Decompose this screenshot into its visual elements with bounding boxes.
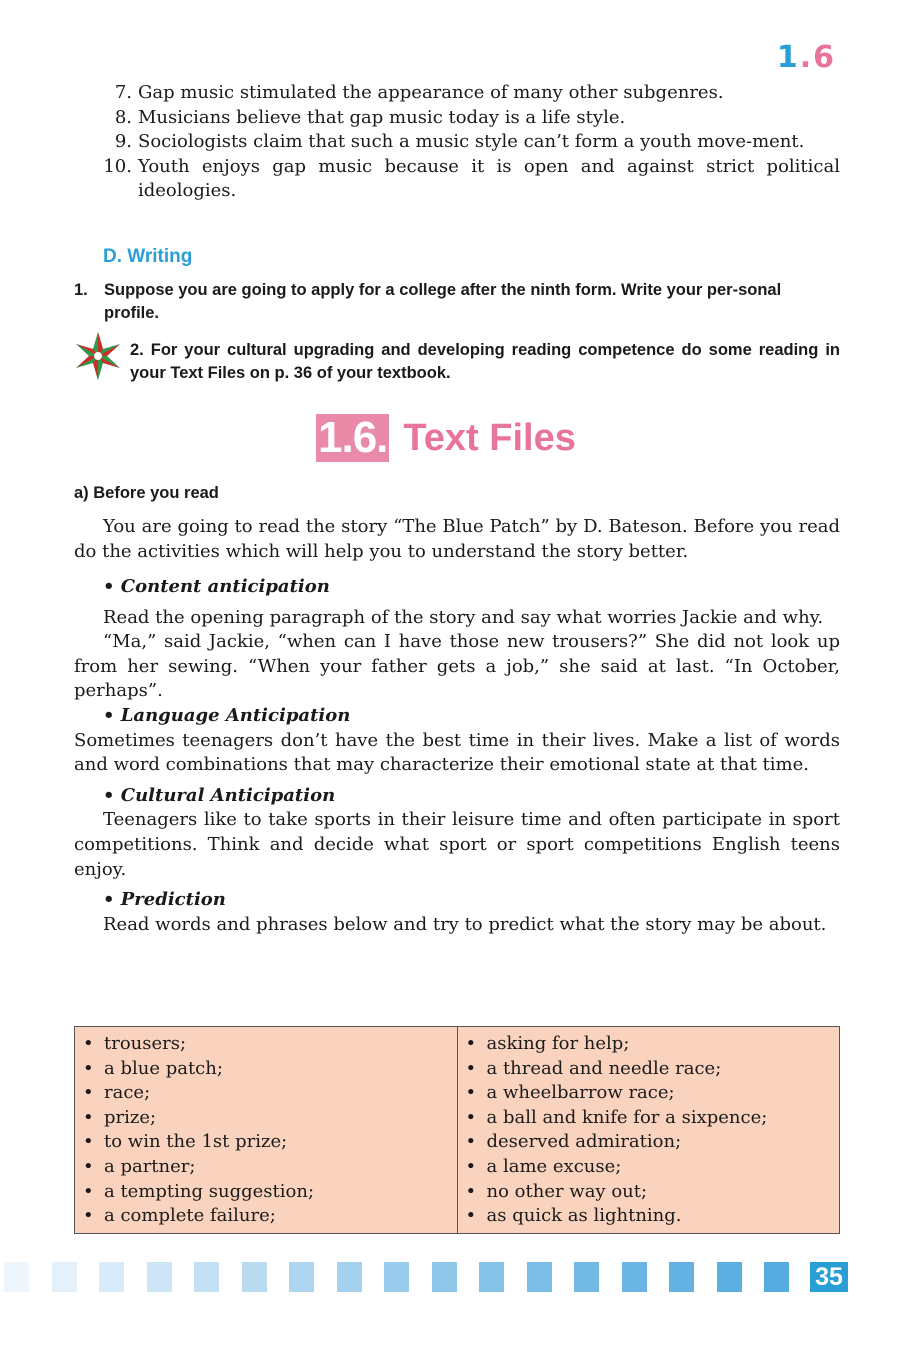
section-title xyxy=(316,414,576,462)
list-item: • a ball and knife for a sixpence; xyxy=(465,1106,768,1128)
intro-block xyxy=(74,515,840,564)
list-item: • a tempting suggestion; xyxy=(83,1180,315,1202)
list-item: 7. Gap music stimulated the appearance of many other subgenres. xyxy=(114,82,724,103)
section-heading: Text Files xyxy=(403,416,576,459)
footer-square xyxy=(4,1262,29,1292)
section-number: 1.6. xyxy=(318,413,388,462)
list-item: • a lame excuse; xyxy=(465,1155,622,1177)
list-item: • race; xyxy=(83,1082,151,1104)
page-number: 35 xyxy=(810,1262,848,1292)
list-item: • prize; xyxy=(83,1106,157,1128)
footer-decoration xyxy=(0,1262,918,1292)
footer-square xyxy=(337,1262,362,1292)
list-item: • asking for help; xyxy=(465,1033,630,1054)
writing-heading: D. Writing xyxy=(103,246,193,267)
footer-square xyxy=(52,1262,77,1292)
list-item: • a complete failure; xyxy=(83,1205,276,1227)
cultural-paragraph: Teenagers like to take sports in their leisure time and often participate in sport competitions. Think and decide what sport or sport competitions English teens enjoy. xyxy=(74,809,840,880)
footer-square xyxy=(622,1262,647,1292)
section-mark-number: 1 xyxy=(776,40,800,75)
footer-square xyxy=(527,1262,552,1292)
section-mark-sub: .6 xyxy=(799,40,836,75)
list-item: 8. Musicians believe that gap music today is a life style. xyxy=(114,106,626,128)
content-paragraph: Read the opening paragraph of the story and say what worries Jackie and why. xyxy=(103,606,824,628)
footer-square xyxy=(717,1262,742,1292)
prediction-heading: • Prediction xyxy=(103,889,226,911)
footer-square xyxy=(384,1262,409,1292)
list-item: • to win the 1st prize; xyxy=(83,1131,288,1153)
list-item: • a wheelbarrow race; xyxy=(465,1082,675,1104)
list-item: • a blue patch; xyxy=(83,1057,223,1079)
footer-square xyxy=(242,1262,267,1292)
quote-paragraph: “Ma,” said Jackie, “when can I have those new trousers?” She did not look up from her sewing. “When your father gets a job,” she said at last. “In October, perhaps”. xyxy=(74,631,840,702)
footer-square xyxy=(194,1262,219,1292)
list-item: • as quick as lightning. xyxy=(465,1205,682,1227)
word-column-right xyxy=(457,1027,840,1233)
task-text: Suppose you are going to apply for a college after the ninth form. Write your per-sonal profile. xyxy=(104,281,782,322)
numbered-list xyxy=(74,81,840,204)
star-icon xyxy=(72,330,124,382)
writing-task-1 xyxy=(74,279,840,324)
list-item: 10. Youth enjoys gap music because it is open and against strict political ideologies. xyxy=(103,155,840,202)
footer-square xyxy=(432,1262,457,1292)
task-number: 1. xyxy=(74,281,88,299)
footer-square xyxy=(99,1262,124,1292)
footer-square xyxy=(479,1262,504,1292)
list-item: 9. Sociologists claim that such a music style can’t form a youth move-ment. xyxy=(114,131,805,153)
language-heading: • Language Anticipation xyxy=(103,704,351,726)
content-block xyxy=(74,575,840,937)
list-item: • no other way out; xyxy=(465,1180,648,1202)
list-item: • a partner; xyxy=(83,1155,196,1177)
writing-task-2: 2. For your cultural upgrading and developing reading competence do some reading in your Text Files on p. 36 of your textbook. xyxy=(130,341,840,382)
list-item: • a thread and needle race; xyxy=(465,1057,722,1079)
word-table xyxy=(74,1026,840,1234)
section-mark xyxy=(777,40,836,75)
footer-square xyxy=(669,1262,694,1292)
footer-square xyxy=(289,1262,314,1292)
content-heading: • Content anticipation xyxy=(103,576,330,597)
intro-paragraph: You are going to read the story “The Blue Patch” by D. Bateson. Before you read do the activities which will help you to understand the story better. xyxy=(74,516,840,562)
footer-square xyxy=(574,1262,599,1292)
list-item: • trousers; xyxy=(83,1033,187,1054)
prediction-paragraph: Read words and phrases below and try to predict what the story may be about. xyxy=(103,913,827,935)
footer-square xyxy=(764,1262,789,1292)
cultural-heading: • Cultural Anticipation xyxy=(103,784,336,806)
word-column-left xyxy=(75,1027,457,1233)
list-item: • deserved admiration; xyxy=(465,1131,682,1153)
footer-square xyxy=(147,1262,172,1292)
before-read-heading: a) Before you read xyxy=(74,484,219,502)
language-paragraph: Sometimes teenagers don’t have the best time in their lives. Make a list of words and word combinations that may characterize their emotional state at that time. xyxy=(74,729,840,776)
